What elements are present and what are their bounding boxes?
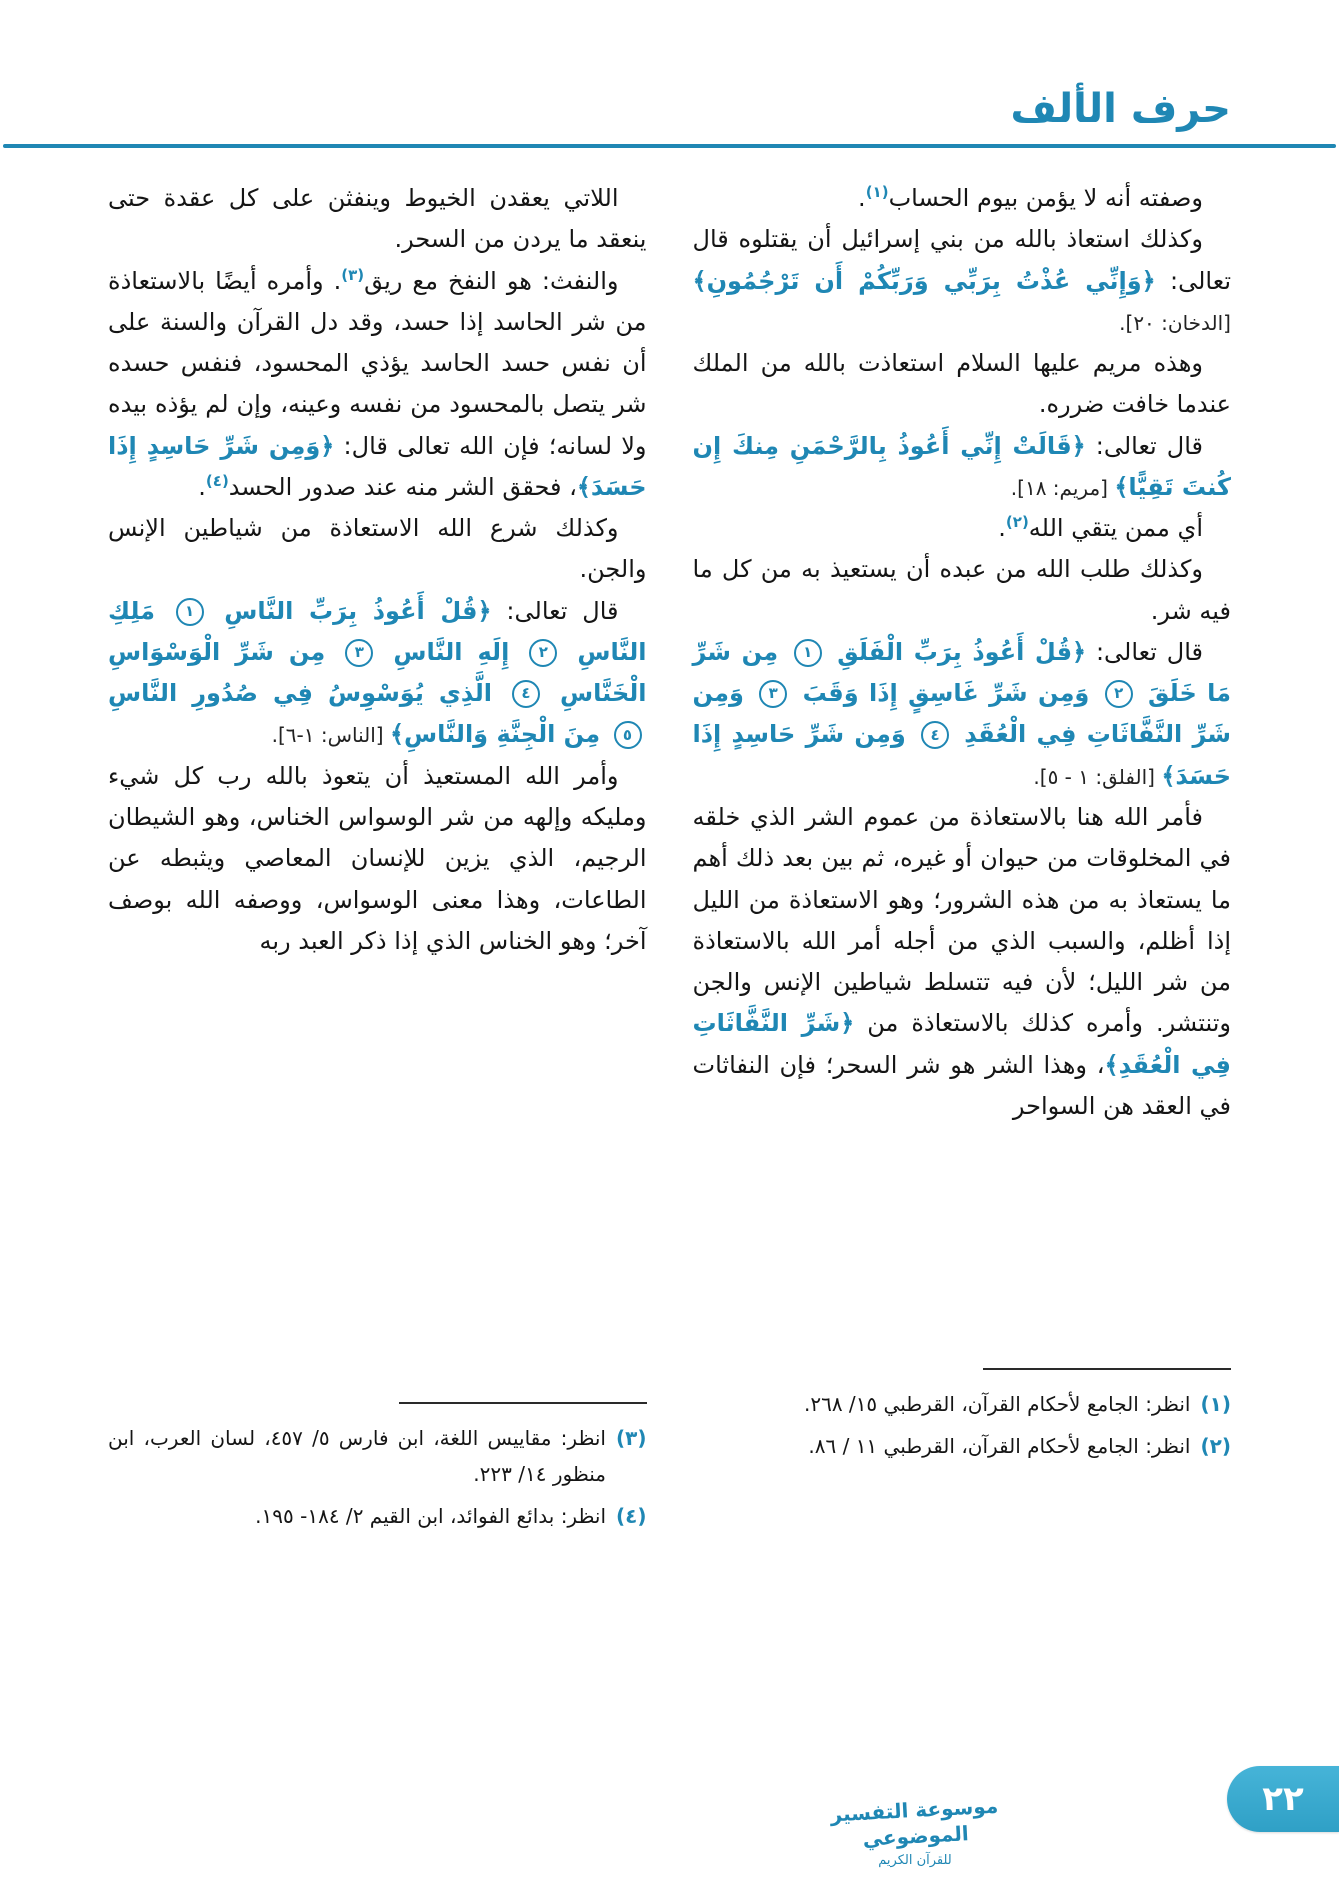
paragraph xyxy=(693,632,1232,797)
ayah-number-marker: ١ xyxy=(176,598,204,626)
ayah-number-marker: ٤ xyxy=(921,721,949,749)
quran-text: ﴿قُلْ أَعُوذُ بِرَبِّ النَّاسِ xyxy=(208,596,492,625)
column-right xyxy=(693,178,1232,1470)
body-text: قال تعالى: xyxy=(491,596,619,625)
body-text: قال تعالى: xyxy=(1086,637,1204,666)
paragraph xyxy=(693,549,1232,632)
ayah-number-marker: ٣ xyxy=(345,639,373,667)
body-text: وأمر الله المستعيذ أن يتعوذ بالله رب كل شيء ومليكه وإلهه من شر الوسواس الخناس، وهو الشيطان الرجيم، الذي يزين للإنسان المعاصي ويثبطه عن الطاعات، وهذا معنى الوسواس، ووصفه الله بوصف آخر؛ وهو الخناس الذي إذا ذكر العبد ربه xyxy=(108,761,647,955)
body-text: قال تعالى: xyxy=(1085,431,1203,460)
body-text: ، وهذا الشر هو شر السحر؛ فإن النفاثات في العقد هن السواحر xyxy=(692,1050,1231,1120)
body-text: وكذلك شرع الله الاستعاذة من شياطين الإنس والجن. xyxy=(108,514,647,584)
footnote-marker: (١) xyxy=(1200,1392,1231,1416)
quran-text: مِن شَرِّ الْوَسْوَاسِ الْخَنَّاسِ xyxy=(108,637,647,708)
paragraph xyxy=(693,178,1232,219)
paragraph xyxy=(108,508,647,591)
publisher-logo xyxy=(815,1793,1015,1868)
verse-reference: [الفلق: ١ - ٥]. xyxy=(1033,764,1162,789)
quran-text: إِلَهِ النَّاسِ xyxy=(378,637,525,666)
ayah-number-marker: ٣ xyxy=(759,680,787,708)
body-text: أي ممن يتقي الله xyxy=(1028,514,1203,543)
quran-text: مِنَ الْجِنَّةِ وَالنَّاسِ﴾ xyxy=(389,720,609,749)
body-text: وهذه مريم عليها السلام استعاذت بالله من الملك عندما خافت ضرره. xyxy=(692,349,1231,419)
footnote-list-right xyxy=(693,1386,1232,1464)
body-text: وكذلك استعاذ بالله من بني إسرائيل أن يقتلوه قال تعالى: xyxy=(692,225,1231,295)
page-number: ٢٢ xyxy=(1262,1779,1304,1819)
body-text: . xyxy=(198,472,206,501)
body-text: ، فحقق الشر منه عند صدور الحسد xyxy=(228,472,577,501)
footnote-separator xyxy=(983,1368,1231,1370)
footnote-marker: (٢) xyxy=(1200,1434,1231,1458)
verse-reference: [الناس: ١-٦]. xyxy=(271,723,390,748)
ayah-number-marker: ٤ xyxy=(512,680,540,708)
footnote-block-right xyxy=(693,1358,1232,1470)
verse-reference: [الدخان: ٢٠]. xyxy=(1119,310,1231,335)
body-text: وكذلك طلب الله من عبده أن يستعيذ به من كل ما فيه شر. xyxy=(692,555,1231,625)
footnote-marker: (٤) xyxy=(616,1504,647,1528)
content-columns xyxy=(0,148,1339,1540)
footnote-list-left xyxy=(108,1420,647,1534)
chapter-title: حرف الألف xyxy=(1010,86,1231,132)
paragraph xyxy=(108,261,647,509)
body-text: . وأمره أيضًا بالاستعاذة من شر الحاسد إذا حسد، وقد دل القرآن والسنة على أن نفس حسد الحاسد يؤذي المحسود، فنفس حسده شر يتصل بالمحسود من نفسه وعينه، وإن لم يؤذه بيده ولا لسانه؛ فإن الله تعالى قال: xyxy=(108,266,647,460)
paragraph xyxy=(108,591,647,756)
column-right-text xyxy=(693,178,1232,1127)
verse-reference: [مريم: ١٨]. xyxy=(1010,475,1115,500)
paragraph xyxy=(693,343,1232,426)
publisher-logo-title: موسوعة التفسير الموضوعي xyxy=(829,1793,999,1851)
quran-text: ﴿قُلْ أَعُوذُ بِرَبِّ الْفَلَقِ xyxy=(826,637,1087,666)
footnote-text: انظر: بدائع الفوائد، ابن القيم ٢/ ١٨٤- ١٩٥. xyxy=(255,1504,606,1528)
ayah-number-marker: ٥ xyxy=(614,721,642,749)
quran-text: ﴿وَإِنِّي عُذْتُ بِرَبِّي وَرَبِّكُمْ أَن تَرْجُمُونِ﴾ xyxy=(692,266,1156,295)
footnote-block-left xyxy=(108,1392,647,1540)
ayah-number-marker: ١ xyxy=(794,639,822,667)
paragraph xyxy=(693,426,1232,509)
body-text: فأمر الله هنا بالاستعاذة من عموم الشر الذي خلقه في المخلوقات من حيوان أو غيره، ثم بين بعد ذلك أهم ما يستعاذ به من هذه الشرور؛ وهو الاستعاذة من الليل إذا أظلم، والسبب الذي من أجله أمر الله بالاستعاذة من شر الليل؛ لأن فيه تتسلط شياطين الإنس والجن وتنتشر. وأمره كذلك بالاستعاذة من xyxy=(692,802,1231,1038)
footnote-separator xyxy=(399,1402,647,1404)
body-text: . xyxy=(998,514,1006,543)
footnote xyxy=(693,1386,1232,1422)
footnote-ref: (٤) xyxy=(205,471,229,490)
ayah-number-marker: ٢ xyxy=(1105,680,1133,708)
quran-text: مِن شَرِّ مَا خَلَقَ xyxy=(692,637,1232,708)
footnote xyxy=(108,1420,647,1492)
footnote-marker: (٣) xyxy=(616,1426,647,1450)
quran-text: الَّذِي يُوَسْوِسُ فِي صُدُورِ النَّاسِ xyxy=(108,679,507,708)
footnote-text: انظر: الجامع لأحكام القرآن، القرطبي ١١ / ٨٦. xyxy=(808,1434,1191,1458)
footnote-ref: (١) xyxy=(865,183,889,201)
page-number-badge xyxy=(1227,1766,1339,1832)
paragraph xyxy=(108,178,647,261)
quran-text: وَمِن شَرِّ غَاسِقٍ إِذَا وَقَبَ xyxy=(792,679,1100,708)
quran-text: وَمِن شَرِّ حَاسِدٍ إِذَا حَسَدَ﴾ xyxy=(692,720,1231,790)
body-text: . xyxy=(858,184,866,212)
footnote-ref: (٣) xyxy=(341,265,365,284)
quran-text: وَمِن شَرِّ النَّفَّاثَاتِ فِي الْعُقَدِ xyxy=(692,679,1231,749)
body-text: والنفث: هو النفخ مع ريق xyxy=(364,266,619,295)
footnote xyxy=(108,1498,647,1534)
ayah-number-marker: ٢ xyxy=(529,639,557,667)
quran-text: ﴿قَالَتْ إِنِّي أَعُوذُ بِالرَّحْمَنِ مِنكَ إِن كُنتَ تَقِيًّا﴾ xyxy=(692,431,1231,501)
paragraph xyxy=(693,219,1232,343)
body-text: اللاتي يعقدن الخيوط وينفثن على كل عقدة حتى ينعقد ما يردن من السحر. xyxy=(108,184,647,254)
paragraph xyxy=(693,508,1232,549)
publisher-logo-subtitle: للقرآن الكريم xyxy=(878,1853,952,1868)
body-text: وصفته أنه لا يؤمن بيوم الحساب xyxy=(888,184,1203,212)
column-left xyxy=(108,178,647,1540)
column-left-text xyxy=(108,178,647,962)
page-header xyxy=(0,0,1339,148)
footnote-text: انظر: الجامع لأحكام القرآن، القرطبي ١٥/ ٢٦٨. xyxy=(803,1392,1191,1416)
footnote-ref: (٢) xyxy=(1005,513,1029,532)
footnote-text: انظر: مقاييس اللغة، ابن فارس ٥/ ٤٥٧، لسان العرب، ابن منظور ١٤/ ٢٢٣. xyxy=(108,1426,606,1486)
paragraph xyxy=(108,756,647,962)
footnote xyxy=(693,1428,1232,1464)
quran-text: مَلِكِ النَّاسِ xyxy=(108,596,647,666)
quran-text: ﴿شَرِّ النَّفَّاثَاتِ فِي الْعُقَدِ﴾ xyxy=(692,1009,1231,1079)
quran-text: ﴿وَمِن شَرِّ حَاسِدٍ إِذَا حَسَدَ﴾ xyxy=(108,431,647,501)
paragraph xyxy=(693,797,1232,1127)
